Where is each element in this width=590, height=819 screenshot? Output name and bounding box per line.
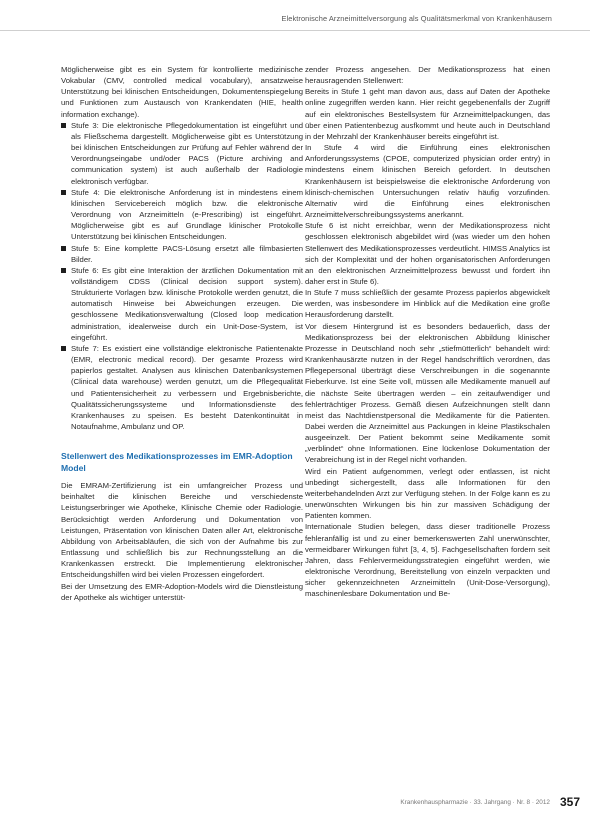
square-bullet-icon	[61, 246, 66, 251]
square-bullet-icon	[61, 123, 66, 128]
section-heading: Stellenwert des Medikationsprozesses im EMR-Adoption Model	[61, 451, 293, 474]
body-paragraph: Internationale Studien belegen, dass dieser traditionelle Prozess fehleranfällig ist und zu einer bemerkenswerten Zahl unerwünschter, vermeidbarer Wirkungen führt [3, 4, 5]. Fachgesellschaften fordern seit Jahren, dass Fehlervermeidungsstrategien eingeführt werden, wie elektronische Verordnung, Bereitstellung von einzeln verpackten und sicher gekennzeichneten Arzneimitteln (Unit-Dose-Versorgung), maschinenlesbare Dokumentation und Be-	[305, 522, 550, 599]
body-paragraph: Die EMRAM-Zertifizierung ist ein umfangreicher Prozess und beinhaltet die klinischen Bereiche und verschiedenste Leistungserbringer wie Apotheke, Klinische Chemie oder Radiologie. Berücksichtigt werden Anforderung und Dokumentation von Leistungen, Präsentation von klinischen Daten aller Art, elektronische Abbildung von Arbeitsabläufen, die sich von der Aufnahme bis zur Entlassung und schließlich bis zur Rechnungsstellung an die Krankenkassen erstreckt. Die Implementierung elektronischer Entscheidungshilfen wird bei vielen Prozessen eingefordert.	[61, 481, 303, 580]
stage-item-7	[61, 343, 303, 432]
body-paragraph: Bei der Umsetzung des EMR-Adoption-Models wird die Dienstleistung der Apotheke als wichtiger unterstüt-	[61, 581, 303, 602]
body-paragraph: Bereits in Stufe 1 geht man davon aus, dass auf Daten der Apotheke online zugegriffen werden kann. Hier reicht gegebenenfalls der Zugriff auf ein elektronisches Bestellsystem für Arzneimittelpackungen, das über einen Patientenbezug ausfkommt und heute auch in Deutschland in der Mehrzahl der Krankenhäuser bereits eingeführt ist.	[305, 87, 550, 141]
stage-item-6	[61, 265, 303, 343]
body-paragraph: Stufe 6 ist nicht erreichbar, wenn der Medikationsprozess nicht geschlossen elektronisch abgebildet wird (was wieder um den hohen Stellenwert des Medikationsprozesses verdeutlicht. HIMSS Analytics ist sich der Komplexität und der hohen organisatorischen Anforderungen an den elektronischen Arzneimittelprozess bewusst und fordert ihn daher erst in Stufe 6).	[305, 221, 550, 286]
stage-list	[61, 120, 303, 432]
stage-text: Stufe 6: Es gibt eine Interaktion der ärztlichen Dokumentation mit vollständigem CDSS (Clinical decision support system). Strukturierte Vorlagen bzw. klinische Protokolle werden genutzt, die automatisch Hinweise bei Abweichungen erzeugen. Die geschlossene Medikationsverwaltung (Closed loop medication administration, idealerweise durch ein Unit-Dose-System, ist eingeführt.	[71, 265, 303, 342]
page-number: 357	[559, 795, 580, 809]
body-paragraph: zender Prozess angesehen. Der Medikationsprozess hat einen herausragenden Stellenwert:	[305, 65, 550, 86]
stage-item-3	[61, 120, 303, 187]
body-paragraph: Vor diesem Hintergrund ist es besonders bedauerlich, dass der Medikationsprozess bei der elektronischen Abbildung klinischer Prozesse in Deutschland noch sehr „stiefmütterlich“ behandelt wird: Krankenhausärzte nutzen in der Regel handschriftlich verordnen, das Pflegepersonal überträgt diese Verschreibungen in die sogenannte Fieberkurve. Ist eine Seite voll, müssen alle Medikamente manuell auf die nächste Seite übertragen werden – ein zeitaufwendiger und fehlerträchtiger Prozess. Gemäß diesen Aufzeichnungen stellt dann meist das Nachtdienstpersonal die Medikamente für die Patienten. Dabei werden die Arzneimittel aus Packungen in kleine Plastikschalen ausgeeinzelt. Der Patient bekommt seine Medikamente somit „verblindet“ ohne Informationen. Eine lückenlose Dokumentation der Verabreichung ist in der Regel nicht vorhanden.	[305, 321, 550, 465]
left-column	[61, 64, 303, 603]
stage-item-5	[61, 243, 303, 265]
stage-text: Stufe 3: Die elektronische Pflegedokumentation ist eingeführt und als Fließschema dargestellt. Möglicherweise gibt es Unterstützung bei klinischen Entscheidungen zur Prüfung auf Fehler während der Verordnungseingabe und/oder PACS (Picture archiving and communication system) ist auch außerhalb der Radiologie elektronisch verfügbar.	[71, 120, 303, 186]
right-column	[305, 64, 550, 600]
body-paragraph: Wird ein Patient aufgenommen, verlegt oder entlassen, ist nicht unbedingt sichergestellt, dass alle Informationen für den weiterbehandelnden Arzt zur Verfügung stehen. In der Folge kann es zu unerwünschten Wirkungen bis hin zur massiven Schädigung der Patienten kommen.	[305, 466, 550, 521]
running-header	[0, 0, 590, 31]
intro-paragraph: Möglicherweise gibt es ein System für kontrollierte medizinische Vokabular (CMV, controlled medical vocabulary), ansatzweise Unterstützung bei klinischen Entscheidungen, Dokumentenspiegelung und Funktionen zum Austausch von Krankendaten (HIE, health information exchange).	[61, 65, 303, 119]
square-bullet-icon	[61, 346, 66, 351]
stage-text: Stufe 7: Es existiert eine vollständige elektronische Patientenakte (EMR, electronic medical record). Der gesamte Prozess wird papierlos gestaltet. Analysen aus klinischen Datenbanksystemen (Clinical data warehouse) werden genutzt, um die Pflegequalität und Patientensicherheit zu verbessern und Ergebnisberichte, Qualitätssicherungssysteme und Informationsdienste des Krankenhauses zu speisen. Es besteht Datenkontinuität in Notaufnahme, Ambulanz und OP.	[71, 343, 303, 431]
journal-citation: Krankenhauspharmazie · 33. Jahrgang · Nr. 8 · 2012	[400, 798, 550, 806]
stage-text: Stufe 5: Eine komplette PACS-Lösung ersetzt alle filmbasierten Bilder.	[71, 243, 303, 264]
page-footer	[400, 794, 580, 810]
square-bullet-icon	[61, 268, 66, 273]
square-bullet-icon	[61, 190, 66, 195]
body-paragraph: In Stufe 7 muss schließlich der gesamte Prozess papierlos abgewickelt werden, was insbesondere im Hinblick auf die Medikation eine große Herausforderung darstellt.	[305, 288, 550, 320]
stage-text: Stufe 4: Die elektronische Anforderung ist in mindestens einem klinischen Servicebereich möglich bzw. die elektronische Verordnung von Arzneimitteln (e-Prescribing) ist eingeführt. Möglicherweise gibt es auf Grundlage klinischer Protokolle Unterstützung bei klinischen Entscheidungen.	[71, 187, 303, 242]
body-paragraph: In Stufe 4 wird die Einführung eines elektronischen Anforderungssystems (CPOE, computerized physician order entry) in mindestens einem klinischen Bereich gefordert. In deutschen Krankenhäusern ist beispielsweise die elektronische Anforderung von klinisch-chemischen Untersuchungen relativ häufig vorzufinden. Alternativ wird die Einführung eines elektronischen Arzneimittelverschreibungssystems anerkannt.	[305, 143, 550, 220]
stage-item-4	[61, 187, 303, 243]
running-header-title: Elektronische Arzneimittelversorgung als Qualitätsmerkmal von Krankenhäusern	[281, 14, 552, 23]
